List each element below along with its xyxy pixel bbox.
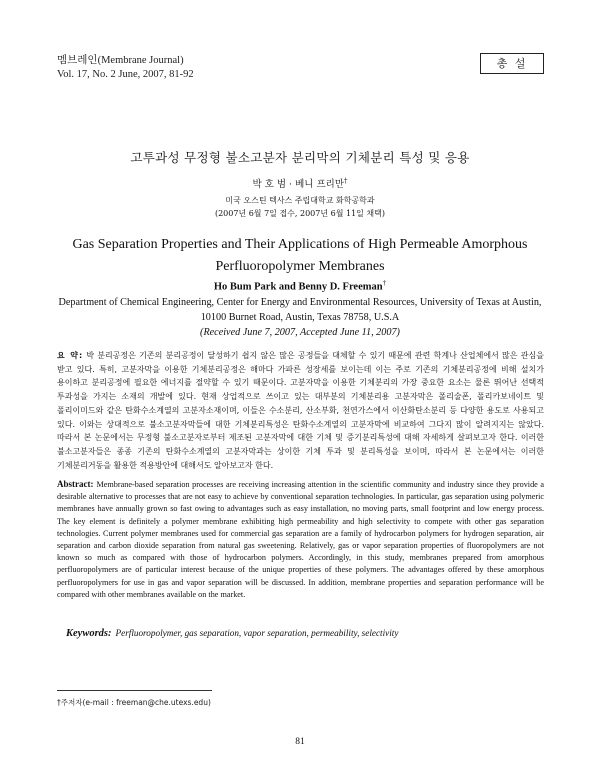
korean-abstract-text: 박 분리공정은 기존의 분리공정이 달성하기 쉽지 않은 많은 공정들을 대체할 수 있기 때문에 관련 학계나 산업체에서 많은 관심을 받고 있다. 특히, 고분자막을 이용한 기체분리공정은 해마다 가파른 성장세를 보이는데 이는 주로 기존의 기체분리공정에 비해 설치가 용이하고 분리공정에 필요한 에너지를 절약할 수 있기 때문이다. 고분자막을 이용한 기체분리의 가장 중요한 요소는 물론 뛰어난 선택적 투과성을 가지는 소재의 개발에 있다. 현재 상업적으로 쓰이고 있는 대부분의 기체분리용 고분자막은 폴리술폰, 폴리카보네이트 및 폴리이미드와 같은 탄화수소계열의 고분자소재이며, 이들은 수소분리, 산소부화, 천연가스에서 이산화탄소분리 등 다양한 용도로 사용되고 있다. 이와는 상대적으로 불소고분자막들에 대한 기체분리특성은 탄화수소계열의 고분자막에 비교하여 그다지 많이 알려지지는 않았다. 따라서 본 논문에서는 무정형 불소고분자로부터 제조된 고분자막에 대한 기체 및 증기분리특성에 대해 자세하게 살펴보고자 한다. 이러한 불소고분자들은 종종 기존의 탄화수소계열의 고분자막과는 상이한 기체 투과 및 분리특성을 보이며, 따라서 본 논문에서는 이러한 기체분리거동을 활용한 적용방안에 대해서도 알아보고자 한다. [57,351,544,470]
english-affiliation-line2: 10100 Burnet Road, Austin, Texas 78758, U.S.A [200,312,400,323]
keywords-label: Keywords: [66,628,112,639]
korean-authors [0,176,600,190]
footnote: †주저자(e-mail : freeman@che.utexs.edu) [57,698,211,707]
english-title: Gas Separation Properties and Their Applications of High Permeable Amorphous Perfluoropolymer Membranes [72,237,528,274]
page-number: 81 [295,737,305,747]
english-abstract-text: Membrane-based separation processes are receiving increasing attention in the scientific community and industry since they provide a desirable alternative to processes that are not easy to achieve by conventional separation technologies. In particular, gas separation using polymeric membranes have annually grown so fast owing to advantages such as easy installation, no moving parts, small footprint and low energy process. The key element is definitely a polymer membrane exhibiting high permeability and high selectivity to compete with other gas separation technologies. Current polymer membranes used for commercial gas separation are a family of hydrocarbon polymers for hydrogen separation, air separation and carbon dioxide separation from natural gas sweetening. Relatively, gas or vapor separation properties of fluoropolymers are not known so much as compared with those of hydrocarbon polymers. Accordingly, in this study, membranes prepared from amorphous perfluoropolymers are of particular interest because of the unique properties of these polymers. The advantages offered by these amorphous perfluoropolymers for use in gas and vapor separation will be discussed. In addition, membrane properties and separation performance will be compared with other membranes available on the market. [57,480,544,599]
korean-title: 고투과성 무정형 불소고분자 분리막의 기체분리 특성 및 응용 [130,150,470,165]
english-received: (Received June 7, 2007, Accepted June 11, 2007) [200,327,400,338]
english-corresponding-mark: † [382,279,387,287]
journal-name: 멤브레인(Membrane Journal) [57,55,184,66]
english-authors [0,279,600,293]
journal-issue: Vol. 17, No. 2 June, 2007, 81-92 [57,69,194,80]
english-affiliation-block [20,295,580,340]
korean-authors-names: 박 호 범 · 베니 프리만 [252,179,345,190]
keywords-text: Perfluoropolymer, gas separation, vapor separation, permeability, selectivity [115,628,399,638]
korean-affiliation: 미국 오스틴 텍사스 주립대학교 화학공학과 [225,196,375,205]
corresponding-author-mark: † [344,176,348,185]
keywords [66,628,536,639]
english-abstract-label: Abstract: [57,479,94,489]
korean-abstract [57,349,544,472]
english-affiliation-line1: Department of Chemical Engineering, Center for Energy and Environmental Resources, University of Texas at Austin, [58,297,542,308]
korean-received: (2007년 6월 7일 접수, 2007년 6월 11일 채택) [214,209,386,218]
english-authors-names: Ho Bum Park and Benny D. Freeman [213,281,383,293]
korean-abstract-label: 요 약: [57,351,84,360]
footnote-divider [57,690,212,691]
section-badge: 총 설 [480,53,544,74]
journal-info [57,54,194,82]
english-abstract [57,478,544,601]
korean-affiliation-block [0,194,600,220]
